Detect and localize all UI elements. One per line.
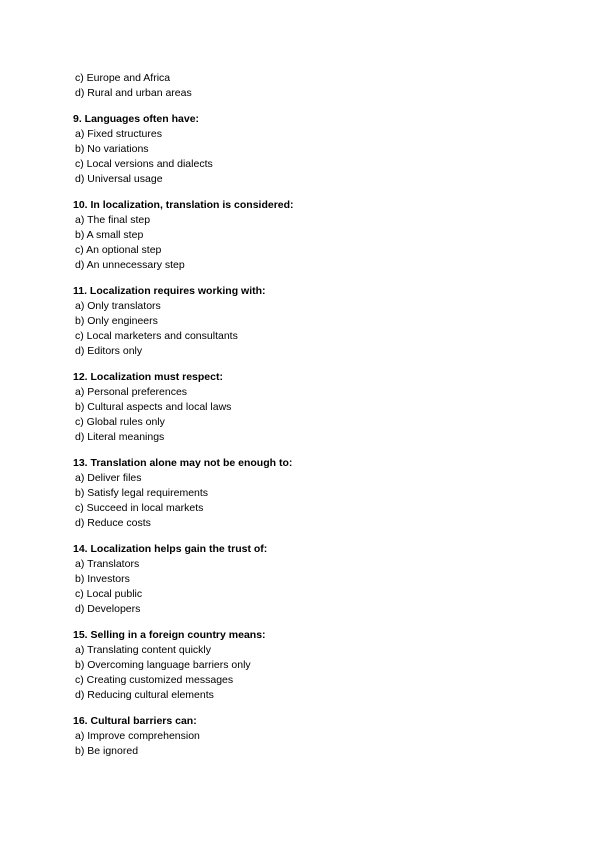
question-11 xyxy=(73,284,533,359)
option-c: c) Succeed in local markets xyxy=(75,502,204,514)
question-9 xyxy=(73,112,533,187)
option-d: d) An unnecessary step xyxy=(75,259,185,271)
option-d: d) Reduce costs xyxy=(75,517,151,529)
option-b: b) Satisfy legal requirements xyxy=(75,487,209,499)
question-title: 11. Localization requires working with: xyxy=(73,285,266,297)
option-a: a) Fixed structures xyxy=(75,128,162,140)
option-b: b) Be ignored xyxy=(75,745,139,757)
option-d: d) Editors only xyxy=(75,345,143,357)
question-title: 14. Localization helps gain the trust of: xyxy=(73,543,268,555)
quiz-content xyxy=(73,71,533,759)
option-c: c) Local versions and dialects xyxy=(75,158,213,170)
question-10 xyxy=(73,198,533,273)
option-a: a) Only translators xyxy=(75,300,161,312)
option-c: c) Europe and Africa xyxy=(75,72,171,84)
question-title: 13. Translation alone may not be enough to: xyxy=(73,457,293,469)
question-title: 10. In localization, translation is considered: xyxy=(73,199,294,211)
question-15 xyxy=(73,628,533,703)
option-b: b) No variations xyxy=(75,143,149,155)
option-a: a) The final step xyxy=(75,214,151,226)
question-12 xyxy=(73,370,533,445)
option-a: a) Personal preferences xyxy=(75,386,188,398)
lead-options xyxy=(73,71,533,101)
option-d: d) Reducing cultural elements xyxy=(75,689,214,701)
option-a: a) Translators xyxy=(75,558,140,570)
option-c: c) Local marketers and consultants xyxy=(75,330,238,342)
question-13 xyxy=(73,456,533,531)
option-c: c) Creating customized messages xyxy=(75,674,234,686)
option-b: b) A small step xyxy=(75,229,144,241)
option-c: c) Global rules only xyxy=(75,416,165,428)
question-title: 12. Localization must respect: xyxy=(73,371,223,383)
question-16 xyxy=(73,714,533,759)
question-title: 15. Selling in a foreign country means: xyxy=(73,629,266,641)
question-14 xyxy=(73,542,533,617)
option-a: a) Translating content quickly xyxy=(75,644,211,656)
option-b: b) Overcoming language barriers only xyxy=(75,659,251,671)
option-d: d) Literal meanings xyxy=(75,431,165,443)
option-b: b) Only engineers xyxy=(75,315,158,327)
option-c: c) An optional step xyxy=(75,244,162,256)
option-a: a) Deliver files xyxy=(75,472,142,484)
option-d: d) Developers xyxy=(75,603,141,615)
question-title: 9. Languages often have: xyxy=(73,113,200,125)
option-b: b) Cultural aspects and local laws xyxy=(75,401,232,413)
option-d: d) Universal usage xyxy=(75,173,163,185)
option-d: d) Rural and urban areas xyxy=(75,87,192,99)
option-a: a) Improve comprehension xyxy=(75,730,200,742)
question-title: 16. Cultural barriers can: xyxy=(73,715,197,727)
option-b: b) Investors xyxy=(75,573,130,585)
option-c: c) Local public xyxy=(75,588,143,600)
